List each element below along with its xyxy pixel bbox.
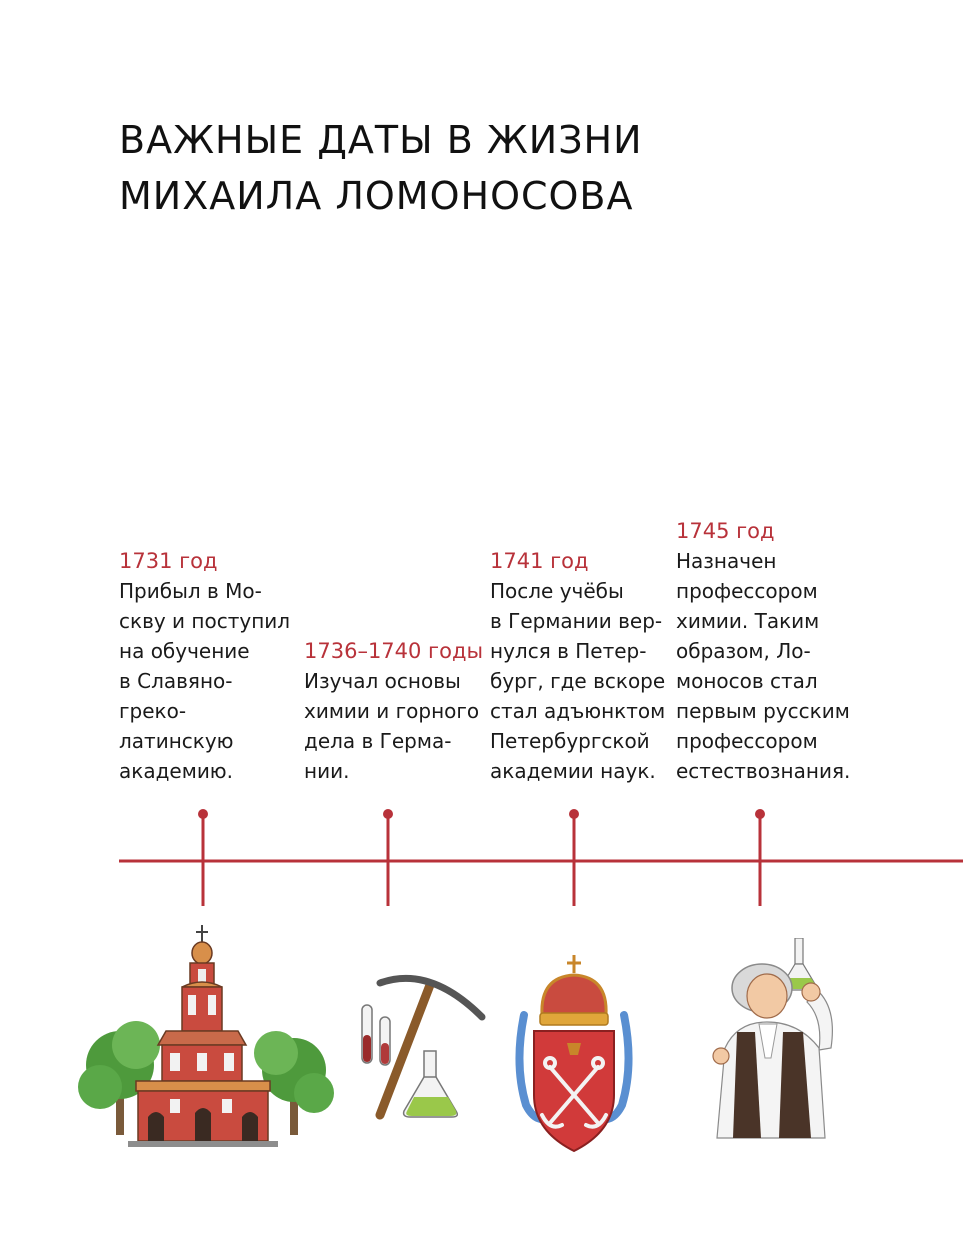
- crown-icon: [540, 955, 608, 1025]
- event-text-line: бург, где вскоре: [490, 669, 666, 693]
- church-illustration: [78, 925, 336, 1160]
- event-text-line: профессором: [676, 729, 818, 753]
- event-text-line: нии.: [304, 759, 350, 783]
- event-text-line: дела в Герма-: [304, 729, 452, 753]
- event-text-line: химии и горного: [304, 699, 480, 723]
- event-date: 1731 год: [119, 549, 218, 573]
- timeline-marker: [383, 809, 393, 906]
- timeline-marker: [569, 809, 579, 906]
- event-text-line: естествознания.: [676, 759, 851, 783]
- shield-icon: [519, 1015, 628, 1151]
- event-text-line: Прибыл в Мо-: [119, 579, 262, 603]
- event-text-line: академию.: [119, 759, 234, 783]
- event-text-line: на обучение: [119, 639, 250, 663]
- event-text-line: скву и поступил: [119, 609, 291, 633]
- event-text-line: в Славяно-: [119, 669, 233, 693]
- scientist-illustration: [707, 938, 862, 1145]
- event-text-line: академии наук.: [490, 759, 656, 783]
- event-text-line: Изучал основы: [304, 669, 461, 693]
- test-tube-icon: [362, 1005, 390, 1065]
- event-text-line: нулся в Петер-: [490, 639, 647, 663]
- event-text-line: греко-: [119, 699, 187, 723]
- event-text-line: образом, Ло-: [676, 639, 811, 663]
- event-date: 1741 год: [490, 549, 589, 573]
- event-date: 1736–1740 годы: [304, 639, 484, 663]
- title-line-1: ВАЖНЫЕ ДАТЫ В ЖИЗНИ: [119, 118, 643, 162]
- event-text-line: в Германии вер-: [490, 609, 663, 633]
- scientist-icon: [713, 964, 832, 1138]
- timeline-marker: [755, 809, 765, 906]
- event-text-line: После учёбы: [490, 579, 624, 603]
- event-date: 1745 год: [676, 519, 775, 543]
- event-text-line: стал адъюнктом: [490, 699, 666, 723]
- event-text-line: Петербургской: [490, 729, 650, 753]
- event-text-line: профессором: [676, 579, 818, 603]
- title-line-2: МИХАИЛА ЛОМОНОСОВА: [119, 174, 634, 218]
- event-text-line: латинскую: [119, 729, 234, 753]
- event-text-line: первым русским: [676, 699, 850, 723]
- pickaxe-flask-illustration: [352, 965, 487, 1120]
- event-text-line: моносов стал: [676, 669, 818, 693]
- event-text-line: Назначен: [676, 549, 777, 573]
- flask-icon: [404, 1051, 458, 1117]
- coat-of-arms-illustration: [512, 955, 637, 1160]
- event-text-line: химии. Таким: [676, 609, 820, 633]
- timeline-marker: [198, 809, 208, 906]
